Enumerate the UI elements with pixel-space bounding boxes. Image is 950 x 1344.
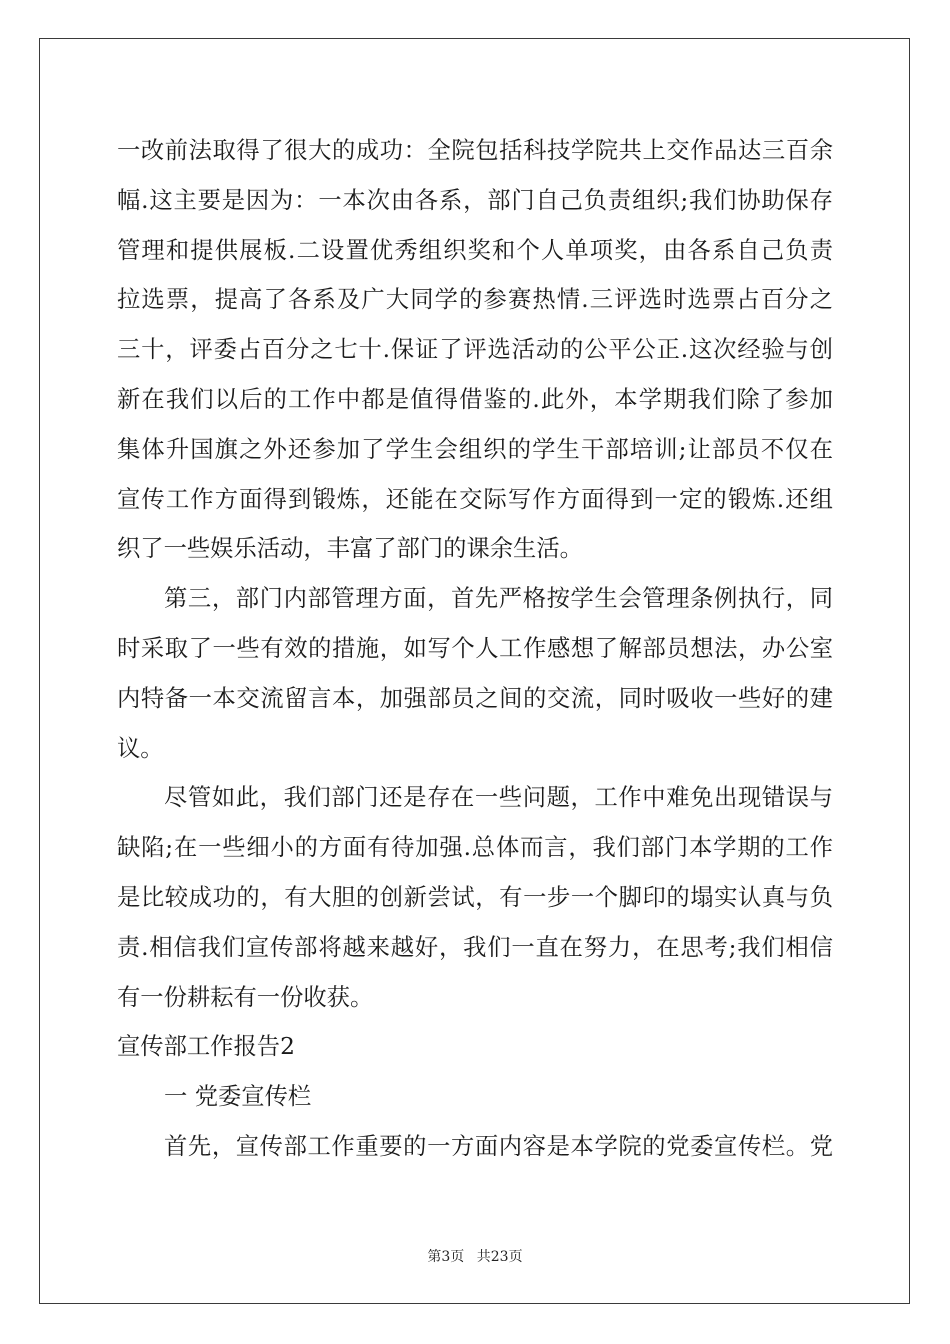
page-number: 第3页 [427, 1249, 465, 1265]
text-line: 尽管如此，我们部门还是存在一些问题，工作中难免出现错误与 [164, 784, 833, 812]
document-body [117, 126, 833, 1172]
text-line: 责.相信我们宣传部将越来越好，我们一直在努力，在思考;我们相信 [117, 933, 833, 961]
text-line: 缺陷;在一些细小的方面有待加强.总体而言，我们部门本学期的工作 [117, 834, 833, 862]
text-line: 时采取了一些有效的措施，如写个人工作感想了解部员想法，办公室 [117, 634, 833, 662]
text-line: 三十，评委占百分之七十.保证了评选活动的公平公正.这次经验与创 [117, 336, 833, 364]
text-line: 有一份耕耘有一份收获。 [117, 983, 374, 1011]
page-total: 共23页 [476, 1249, 523, 1265]
text-line: 织了一些娱乐活动，丰富了部门的课余生活。 [117, 535, 583, 563]
text-line: 首先，宣传部工作重要的一方面内容是本学院的党委宣传栏。党 [164, 1132, 833, 1160]
text-line: 宣传工作方面得到锻炼，还能在交际写作方面得到一定的锻炼.还组 [117, 485, 833, 513]
paragraph-2 [117, 574, 833, 773]
text-line: 一改前法取得了很大的成功：全院包括科技学院共上交作品达三百余 [117, 137, 833, 164]
text-line: 集体升国旗之外还参加了学生会组织的学生干部培训;让部员不仅在 [117, 435, 833, 463]
section-title: 宣传部工作报告2 [117, 1033, 295, 1061]
text-line: 内特备一本交流留言本，加强部员之间的交流，同时吸收一些好的建 [117, 684, 833, 712]
subheading: 一 党委宣传栏 [164, 1083, 312, 1111]
page-footer [0, 1246, 950, 1266]
paragraph-3 [117, 773, 833, 1022]
text-line: 管理和提供展板.二设置优秀组织奖和个人单项奖，由各系自己负责 [117, 236, 833, 264]
text-line: 幅.这主要是因为：一本次由各系，部门自己负责组织;我们协助保存 [117, 186, 833, 214]
paragraph-1 [117, 126, 833, 574]
text-line: 拉选票，提高了各系及广大同学的参赛热情.三评选时选票占百分之 [117, 286, 833, 314]
text-line: 议。 [117, 734, 164, 762]
text-line: 是比较成功的，有大胆的创新尝试，有一步一个脚印的塌实认真与负 [117, 883, 833, 911]
text-line: 新在我们以后的工作中都是值得借鉴的.此外，本学期我们除了参加 [117, 385, 833, 413]
text-line: 第三，部门内部管理方面，首先严格按学生会管理条例执行，同 [164, 585, 833, 613]
